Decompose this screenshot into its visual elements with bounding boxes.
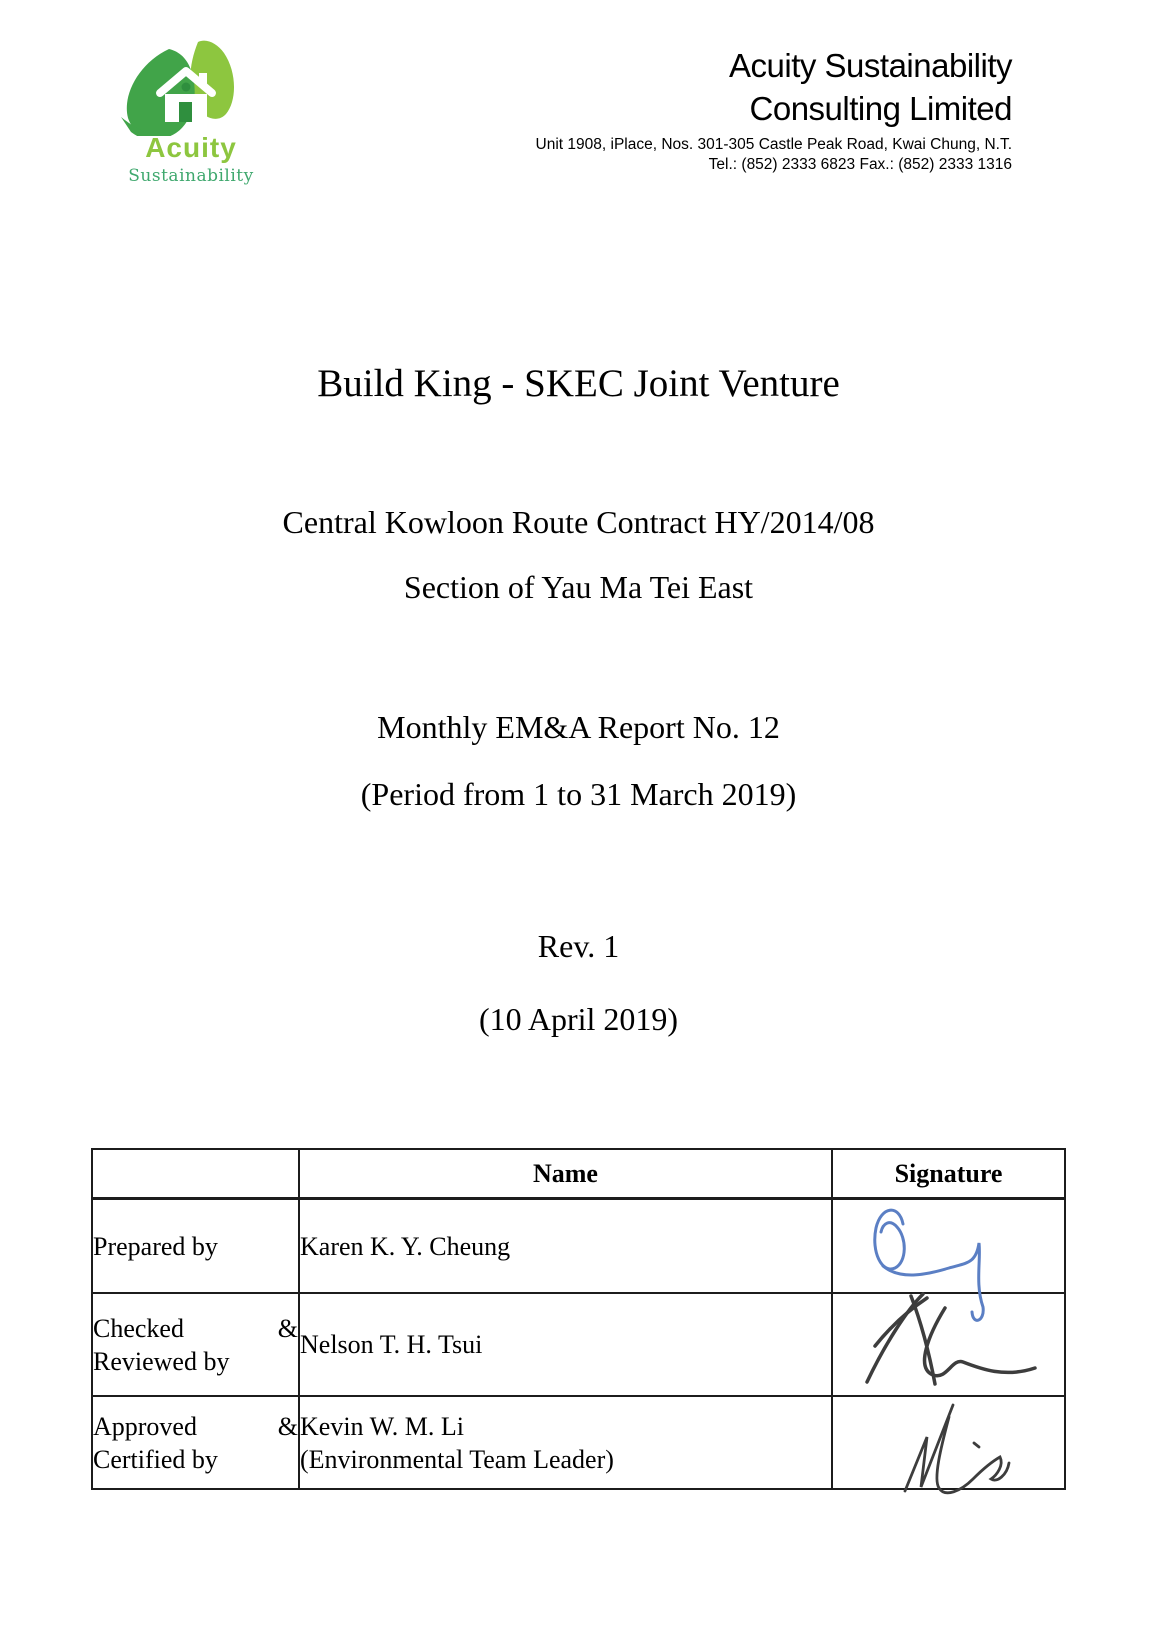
house-chimney [199,73,207,86]
header-name-cell: Name [299,1149,832,1199]
name-cell [299,1396,832,1489]
person-name: Kevin W. M. Li [300,1411,464,1441]
logo-sub-text: Sustainability [128,166,254,186]
role-text: Checked [93,1313,184,1343]
company-address: Unit 1908, iPlace, Nos. 301-305 Castle Peak Road, Kwai Chung, N.T. [535,136,1012,153]
company-logo [116,40,266,186]
person-name: Karen K. Y. Cheung [300,1231,511,1261]
revision-number: Rev. 1 [537,928,620,964]
house-door [179,102,192,122]
company-name-line1: Acuity Sustainability [729,47,1012,84]
company-header [536,44,1012,175]
role-text-line2: Certified by [93,1444,218,1474]
name-cell [299,1293,832,1396]
table-row-approved [92,1396,1065,1489]
header-empty-cell [92,1149,299,1199]
signoff-table [91,1148,1066,1490]
company-name-line2: Consulting Limited [749,90,1012,127]
role-text: Prepared by [93,1231,218,1261]
leaf-house-logo-icon [116,40,266,136]
table-row-checked [92,1293,1065,1396]
person-name: Nelson T. H. Tsui [300,1330,483,1359]
role-cell [92,1199,299,1294]
role-amp: & [277,1313,298,1343]
role-text: Approved [93,1411,197,1441]
header-signature-cell: Signature [832,1149,1065,1199]
role-cell [92,1396,299,1489]
report-title: Monthly EM&A Report No. 12 [377,709,780,745]
company-telfax: Tel.: (852) 2333 6823 Fax.: (852) 2333 1316 [708,156,1012,173]
name-cell [299,1199,832,1294]
report-period: (Period from 1 to 31 March 2019) [360,776,797,812]
logo-brand-text: Acuity [145,132,237,163]
role-amp: & [277,1411,298,1441]
section-line: Section of Yau Ma Tei East [403,569,754,605]
signoff-header-row [92,1149,1065,1199]
house-window [182,83,191,92]
role-cell [92,1293,299,1396]
signature-nelson-icon [853,1278,1053,1408]
signature-kevin-icon [861,1395,1061,1495]
person-title: (Environmental Team Leader) [300,1444,614,1474]
contract-line: Central Kowloon Route Contract HY/2014/08 [282,504,875,540]
role-text-line2: Reviewed by [93,1346,230,1376]
revision-date: (10 April 2019) [478,1001,679,1037]
signature-cell [832,1396,1065,1489]
signature-cell [832,1293,1065,1396]
page-title: Build King - SKEC Joint Venture [317,362,840,405]
